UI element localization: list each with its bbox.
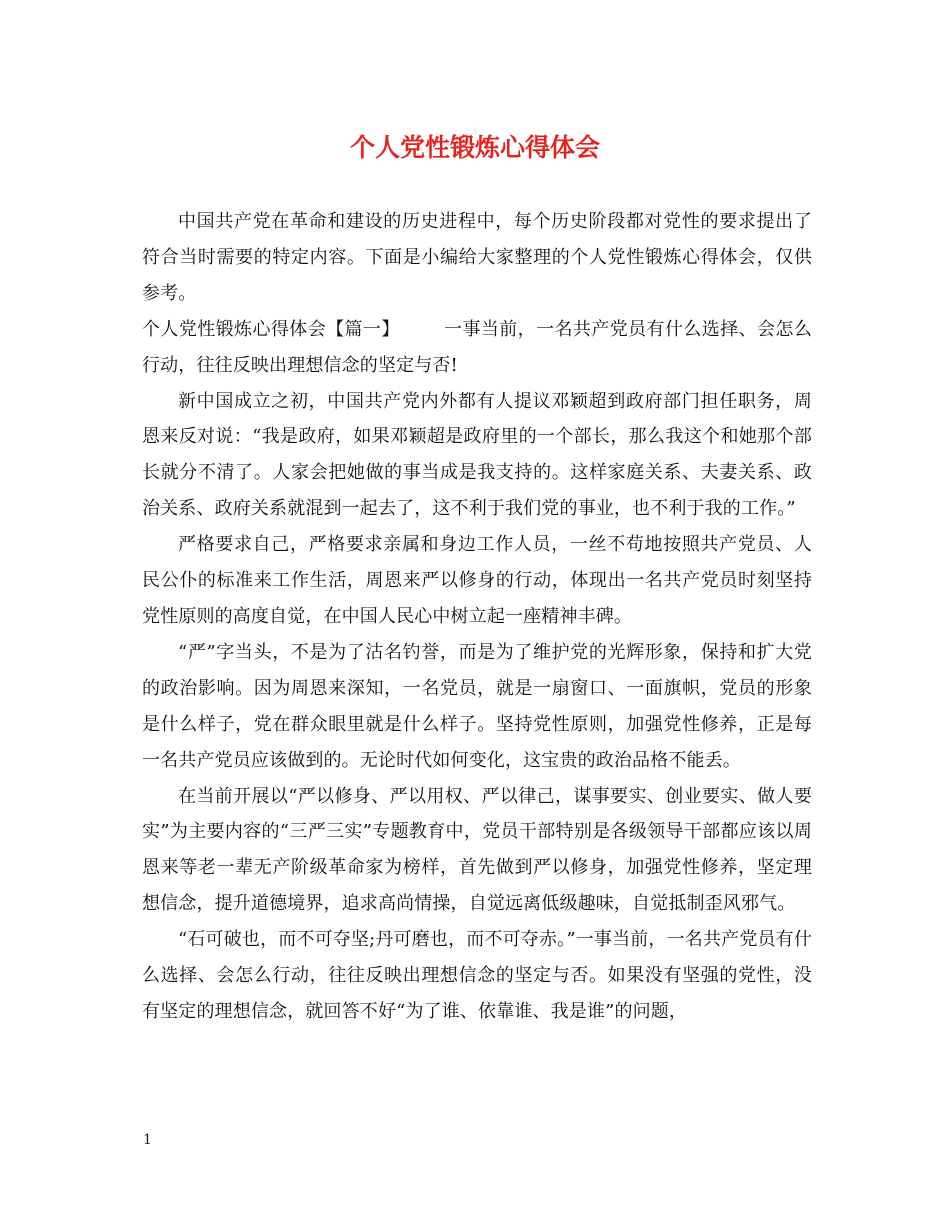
body-paragraph-2: 严格要求自己，严格要求亲属和身边工作人员，一丝不苟地按照共产党员、人民公仆的标准来工作生活，周恩来严以修身的行动，体现出一名共产党员时刻坚持党性原则的高度自觉，在中国人民心中树立起一座精神丰碑。 bbox=[142, 534, 812, 627]
section-heading-line bbox=[142, 312, 812, 384]
intro-paragraph: 中国共产党在革命和建设的历史进程中，每个历史阶段都对党性的要求提出了符合当时需要的特定内容。下面是小编给大家整理的个人党性锻炼心得体会，仅供参考。 bbox=[142, 211, 812, 304]
section-heading: 个人党性锻炼心得体会【篇一】 bbox=[142, 318, 400, 340]
body-paragraph-1: 新中国成立之初，中国共产党内外都有人提议邓颖超到政府部门担任职务，周恩来反对说：“我是政府，如果邓颖超是政府里的一个部长，那么我这个和她那个部长就分不清了。人家会把她做的事当成是我支持的。这样家庭关系、夫妻关系、政治关系、政府关系就混到一起去了，这不利于我们党的事业，也不利于我的工作。” bbox=[142, 390, 812, 520]
document-title: 个人党性锻炼心得体会 bbox=[349, 133, 600, 162]
body-paragraph-3: “严”字当头，不是为了沽名钓誉，而是为了维护党的光辉形象，保持和扩大党的政治影响。因为周恩来深知，一名党员，就是一扇窗口、一面旗帜，党员的形象是什么样子，党在群众眼里就是什么样子。坚持党性原则，加强党性修养，正是每一名共产党员应该做到的。无论时代如何变化，这宝贵的政治品格不能丢。 bbox=[142, 641, 812, 771]
section-lead: 一事当前，一名共产党员有什么选择、会怎么行动，往往反映出理想信念的坚定与否! bbox=[142, 318, 812, 376]
body-paragraph-5: “石可破也，而不可夺坚;丹可磨也，而不可夺赤。”一事当前，一名共产党员有什么选择、会怎么行动，往往反映出理想信念的坚定与否。如果没有坚强的党性，没有坚定的理想信念，就回答不好“为了谁、依靠谁、我是谁”的问题， bbox=[142, 929, 812, 1022]
body-paragraph-4: 在当前开展以“严以修身、严以用权、严以律己，谋事要实、创业要实、做人要实”为主要内容的“三严三实”专题教育中，党员干部特别是各级领导干部都应该以周恩来等老一辈无产阶级革命家为榜样，首先做到严以修身，加强党性修养，坚定理想信念，提升道德境界，追求高尚情操，自觉远离低级趣味，自觉抵制歪风邪气。 bbox=[142, 785, 812, 915]
page-number: 1 bbox=[143, 1132, 152, 1148]
document-body bbox=[142, 204, 812, 1030]
